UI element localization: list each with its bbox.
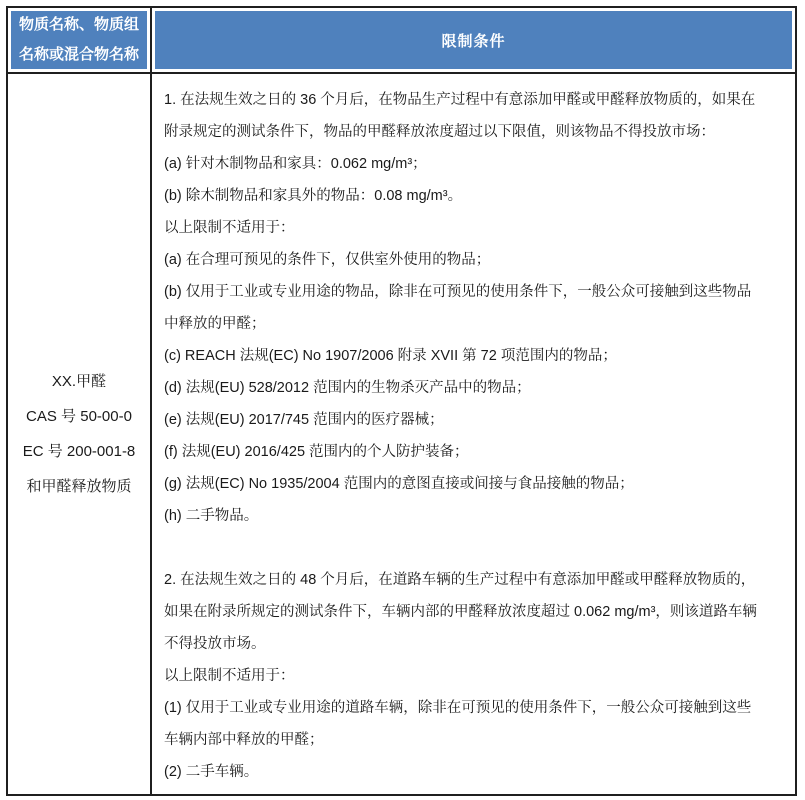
- restriction-table: [6, 6, 797, 796]
- restriction-line: (g) 法规(EC) No 1935/2004 范围内的意图直接或间接与食品接触的物品；: [164, 476, 634, 492]
- restriction-line: 车辆内部中释放的甲醛；: [164, 732, 324, 748]
- restriction-line: (1) 仅用于工业或专业用途的道路车辆，除非在可预见的使用条件下，一般公众可接触到这些: [164, 700, 752, 716]
- body-row: [7, 73, 796, 795]
- restriction-line: 1. 在法规生效之日的 36 个月后，在物品生产过程中有意添加甲醛或甲醛释放物质的，如果在: [164, 92, 756, 108]
- restriction-cell: [151, 73, 796, 795]
- restriction-line: 不得投放市场。: [164, 636, 266, 652]
- restriction-line: (a) 在合理可预见的条件下，仅供室外使用的物品；: [164, 252, 491, 268]
- header-row: [7, 7, 796, 73]
- restriction-line: 中释放的甲醛；: [164, 316, 266, 332]
- restriction-line: 以上限制不适用于：: [164, 668, 295, 684]
- substance-identifier-lines: [8, 364, 150, 504]
- restriction-line: 以上限制不适用于：: [164, 220, 295, 236]
- substance-line: 和甲醛释放物质: [26, 478, 132, 495]
- restriction-line: (e) 法规(EU) 2017/745 范围内的医疗器械；: [164, 412, 444, 428]
- restriction-line: 2. 在法规生效之日的 48 个月后，在道路车辆的生产过程中有意添加甲醛或甲醛释放物质的，: [164, 572, 756, 588]
- header-substance-line1: 物质名称、物质组: [18, 16, 139, 33]
- restriction-line: [164, 532, 787, 564]
- restriction-line: (b) 仅用于工业或专业用途的物品，除非在可预见的使用条件下，一般公众可接触到这些物品: [164, 284, 752, 300]
- header-cell-restriction-conditions: 限制条件: [151, 7, 796, 73]
- substance-cell: [7, 73, 151, 795]
- restriction-line: (2) 二手车辆。: [164, 764, 259, 780]
- restriction-line: (d) 法规(EU) 528/2012 范围内的生物杀灭产品中的物品；: [164, 380, 531, 396]
- header-cell-substance-name: [7, 7, 151, 73]
- restriction-line: (a) 针对木制物品和家具：0.062 mg/m³；: [164, 156, 427, 172]
- restriction-line: (b) 除木制物品和家具外的物品：0.08 mg/m³。: [164, 188, 463, 204]
- restriction-line: 附录规定的测试条件下，物品的甲醛释放浓度超过以下限值，则该物品不得投放市场：: [164, 124, 715, 140]
- restriction-line: (f) 法规(EU) 2016/425 范围内的个人防护装备；: [164, 444, 469, 460]
- restriction-condition-lines: [164, 84, 787, 788]
- substance-line: CAS 号 50-00-0: [26, 408, 132, 425]
- substance-line: EC 号 200-001-8: [22, 443, 136, 460]
- header-substance-line2: 名称或混合物名称: [18, 46, 139, 63]
- restriction-line: (h) 二手物品。: [164, 508, 259, 524]
- restriction-line: 如果在附录所规定的测试条件下，车辆内部的甲醛释放浓度超过 0.062 mg/m³，则该道路车辆: [164, 604, 757, 620]
- restriction-line: (c) REACH 法规(EC) No 1907/2006 附录 XVII 第 72 项范围内的物品；: [164, 348, 617, 364]
- substance-line: XX.甲醛: [51, 373, 107, 390]
